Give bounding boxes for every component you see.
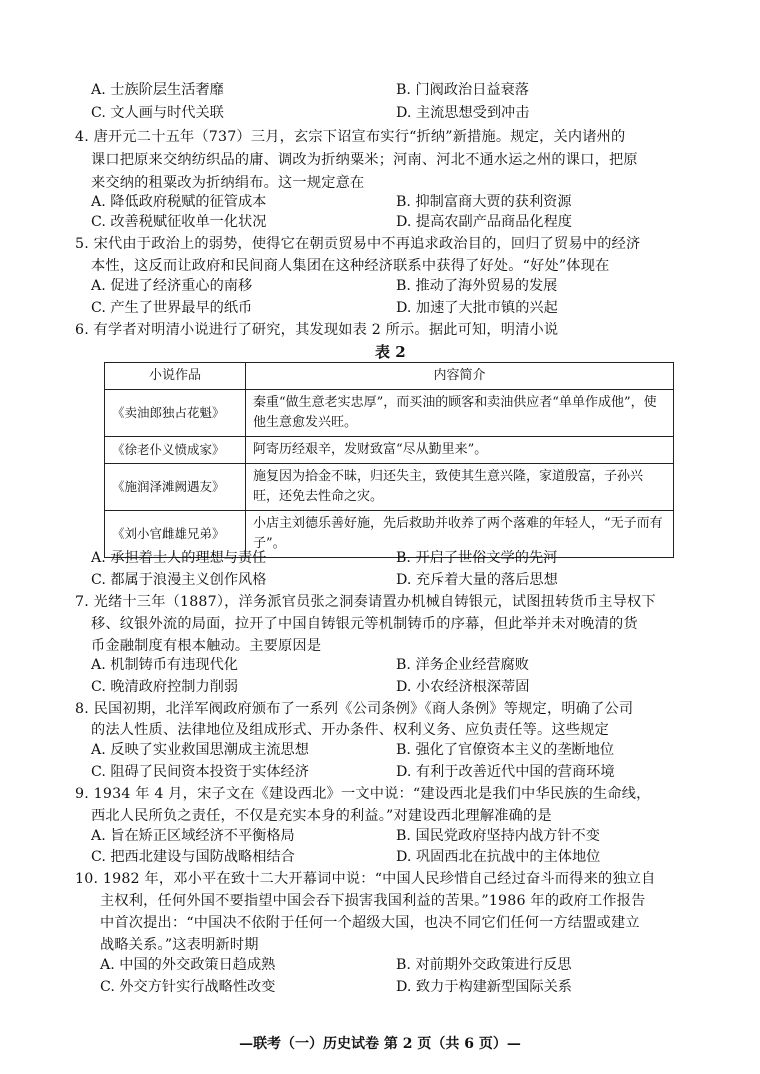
q9-option-c: C. 把西北建设与国防战略相结合 — [91, 849, 295, 865]
q7-option-d: D. 小农经济根深蒂固 — [396, 679, 530, 695]
q8-option-c: C. 阻碍了民间资本投资于实体经济 — [91, 764, 309, 780]
q5-option-a: A. 促进了经济重心的南移 — [91, 278, 253, 294]
q7-stem-line: 7. 光绪十三年（1887），洋务派官员张之洞奏请置办机械自铸银元，试图扭转货币主导权下 — [75, 594, 656, 610]
table-row — [105, 464, 674, 511]
q6-option-b: B. 开启了世俗文学的先河 — [396, 550, 558, 566]
q6-option-a: A. 承担着士人的理想与责任 — [91, 550, 267, 566]
q7-option-c: C. 晚清政府控制力削弱 — [91, 679, 239, 695]
q6-option-d: D. 充斥着大量的落后思想 — [396, 572, 558, 588]
q6-stem-line: 6. 有学者对明清小说进行了研究，其发现如表 2 所示。据此可知，明清小说 — [75, 322, 559, 338]
q9-option-d: D. 巩固西北在抗战中的主体地位 — [396, 849, 601, 865]
table-header-row — [105, 363, 674, 390]
q4-stem-line: 4. 唐开元二十五年（737）三月，玄宗下诏宣布实行“折纳”新措施。规定，关内诸州的 — [75, 129, 626, 145]
page-footer: —联考（一）历史试卷 第 2 页（共 6 页）— — [239, 1036, 521, 1052]
q4-option-b: B. 抑制富商大贾的获利资源 — [396, 194, 572, 210]
q3-option-d: D. 主流思想受到冲击 — [396, 105, 530, 121]
q7-stem-line: 移、纹银外流的局面，拉开了中国自铸银元等机制铸币的序幕，但此举并未对晚清的货 — [91, 616, 638, 632]
q10-option-c: C. 外交方针实行战略性改变 — [100, 979, 276, 995]
q3-option-b: B. 门阀政治日益衰落 — [396, 82, 529, 98]
q5-option-b: B. 推动了海外贸易的发展 — [396, 278, 558, 294]
q10-option-d: D. 致力于构建新型国际关系 — [396, 979, 572, 995]
novel-summary-cell: 施复因为拾金不昧，归还失主，致使其生意兴隆，家道殷富，子孙兴旺，还免去性命之灾。 — [246, 464, 674, 511]
q7-option-b: B. 洋务企业经营腐败 — [396, 657, 529, 673]
q9-option-b: B. 国民党政府坚持内战方针不变 — [396, 828, 600, 844]
q8-option-b: B. 强化了官僚资本主义的垄断地位 — [396, 742, 615, 758]
q10-stem-line: 中首次提出：“中国决不依附于任何一个超级大国，也决不同它们任何一方结盟或建立 — [100, 915, 640, 931]
q10-option-b: B. 对前期外交政策进行反思 — [396, 957, 572, 973]
q7-stem-line: 币金融制度有根本触动。主要原因是 — [91, 638, 322, 654]
novel-title-cell: 《施润泽滩阙遇友》 — [105, 464, 246, 511]
q9-stem-line: 西北人民所负之责任，不仅是充实本身的利益。”对建设西北理解准确的是 — [91, 808, 552, 824]
q4-option-a: A. 降低政府税赋的征管成本 — [91, 194, 267, 210]
q5-stem-line: 本性，这反而让政府和民间商人集团在这种经济联系中获得了好处。“好处”体现在 — [91, 258, 610, 274]
q10-stem-line: 战略关系。”这表明新时期 — [100, 937, 259, 953]
q8-option-d: D. 有利于改善近代中国的营商环境 — [396, 764, 615, 780]
table-caption: 表 2 — [375, 343, 406, 361]
q7-option-a: A. 机制铸币有违现代化 — [91, 657, 238, 673]
table-header-cell: 内容简介 — [246, 363, 674, 390]
table-row — [105, 437, 674, 464]
table-header-cell: 小说作品 — [105, 363, 246, 390]
q6-option-c: C. 都属于浪漫主义创作风格 — [91, 572, 267, 588]
novel-summary-cell: 阿寄历经艰辛，发财致富“尽从勤里来”。 — [246, 437, 674, 464]
q9-option-a: A. 旨在矫正区域经济不平衡格局 — [91, 828, 295, 844]
q10-stem-line: 主权利，任何外国不要指望中国会吞下损害我国利益的苦果。”1986 年的政府工作报告 — [100, 893, 646, 909]
q9-stem-line: 9. 1934 年 4 月，宋子文在《建设西北》一文中说：“建设西北是我们中华民族的生命线， — [75, 786, 651, 802]
q8-stem-line: 的法人性质、法律地位及组成形式、开办条件、权利义务、应负责任等。这些规定 — [91, 722, 609, 738]
q5-stem-line: 5. 宋代由于政治上的弱势，使得它在朝贡贸易中不再追求政治目的，回归了贸易中的经济 — [75, 236, 641, 252]
q5-option-d: D. 加速了大批市镇的兴起 — [396, 300, 558, 316]
q10-option-a: A. 中国的外交政策日趋成熟 — [100, 957, 276, 973]
q5-option-c: C. 产生了世界最早的纸币 — [91, 300, 253, 316]
q3-option-a: A. 士族阶层生活奢靡 — [91, 82, 224, 98]
q4-option-c: C. 改善税赋征收单一化状况 — [91, 214, 267, 230]
q3-option-c: C. 文人画与时代关联 — [91, 105, 224, 121]
q10-stem-line: 10. 1982 年，邓小平在致十二大开幕词中说：“中国人民珍惜自己经过奋斗而得来的独立自 — [75, 871, 656, 887]
novel-table — [104, 362, 674, 558]
q4-stem-line: 课口把原来交纳纺织品的庸、调改为折纳粟米；河南、河北不通水运之州的课口，把原 — [91, 152, 638, 168]
table-row — [105, 390, 674, 437]
novel-summary-cell: 小店主刘德乐善好施，先后救助并收养了两个落难的年轻人，“无子而有子”。 — [246, 511, 674, 558]
novel-title-cell: 《卖油郎独占花魁》 — [105, 390, 246, 437]
q4-option-d: D. 提高农副产品商品化程度 — [396, 214, 572, 230]
q8-stem-line: 8. 民国初期，北洋军阀政府颁布了一系列《公司条例》《商人条例》等规定，明确了公司 — [75, 701, 634, 717]
novel-title-cell: 《刘小官雌雄兄弟》 — [105, 511, 246, 558]
q4-stem-line: 来交纳的租粟改为折纳绢布。这一规定意在 — [91, 175, 365, 191]
novel-summary-cell: 秦重“做生意老实忠厚”，而买油的顾客和卖油供应者“单单作成他”，使他生意愈发兴旺。 — [246, 390, 674, 437]
q8-option-a: A. 反映了实业救国思潮成主流思想 — [91, 742, 309, 758]
novel-title-cell: 《徐老仆义愤成家》 — [105, 437, 246, 464]
